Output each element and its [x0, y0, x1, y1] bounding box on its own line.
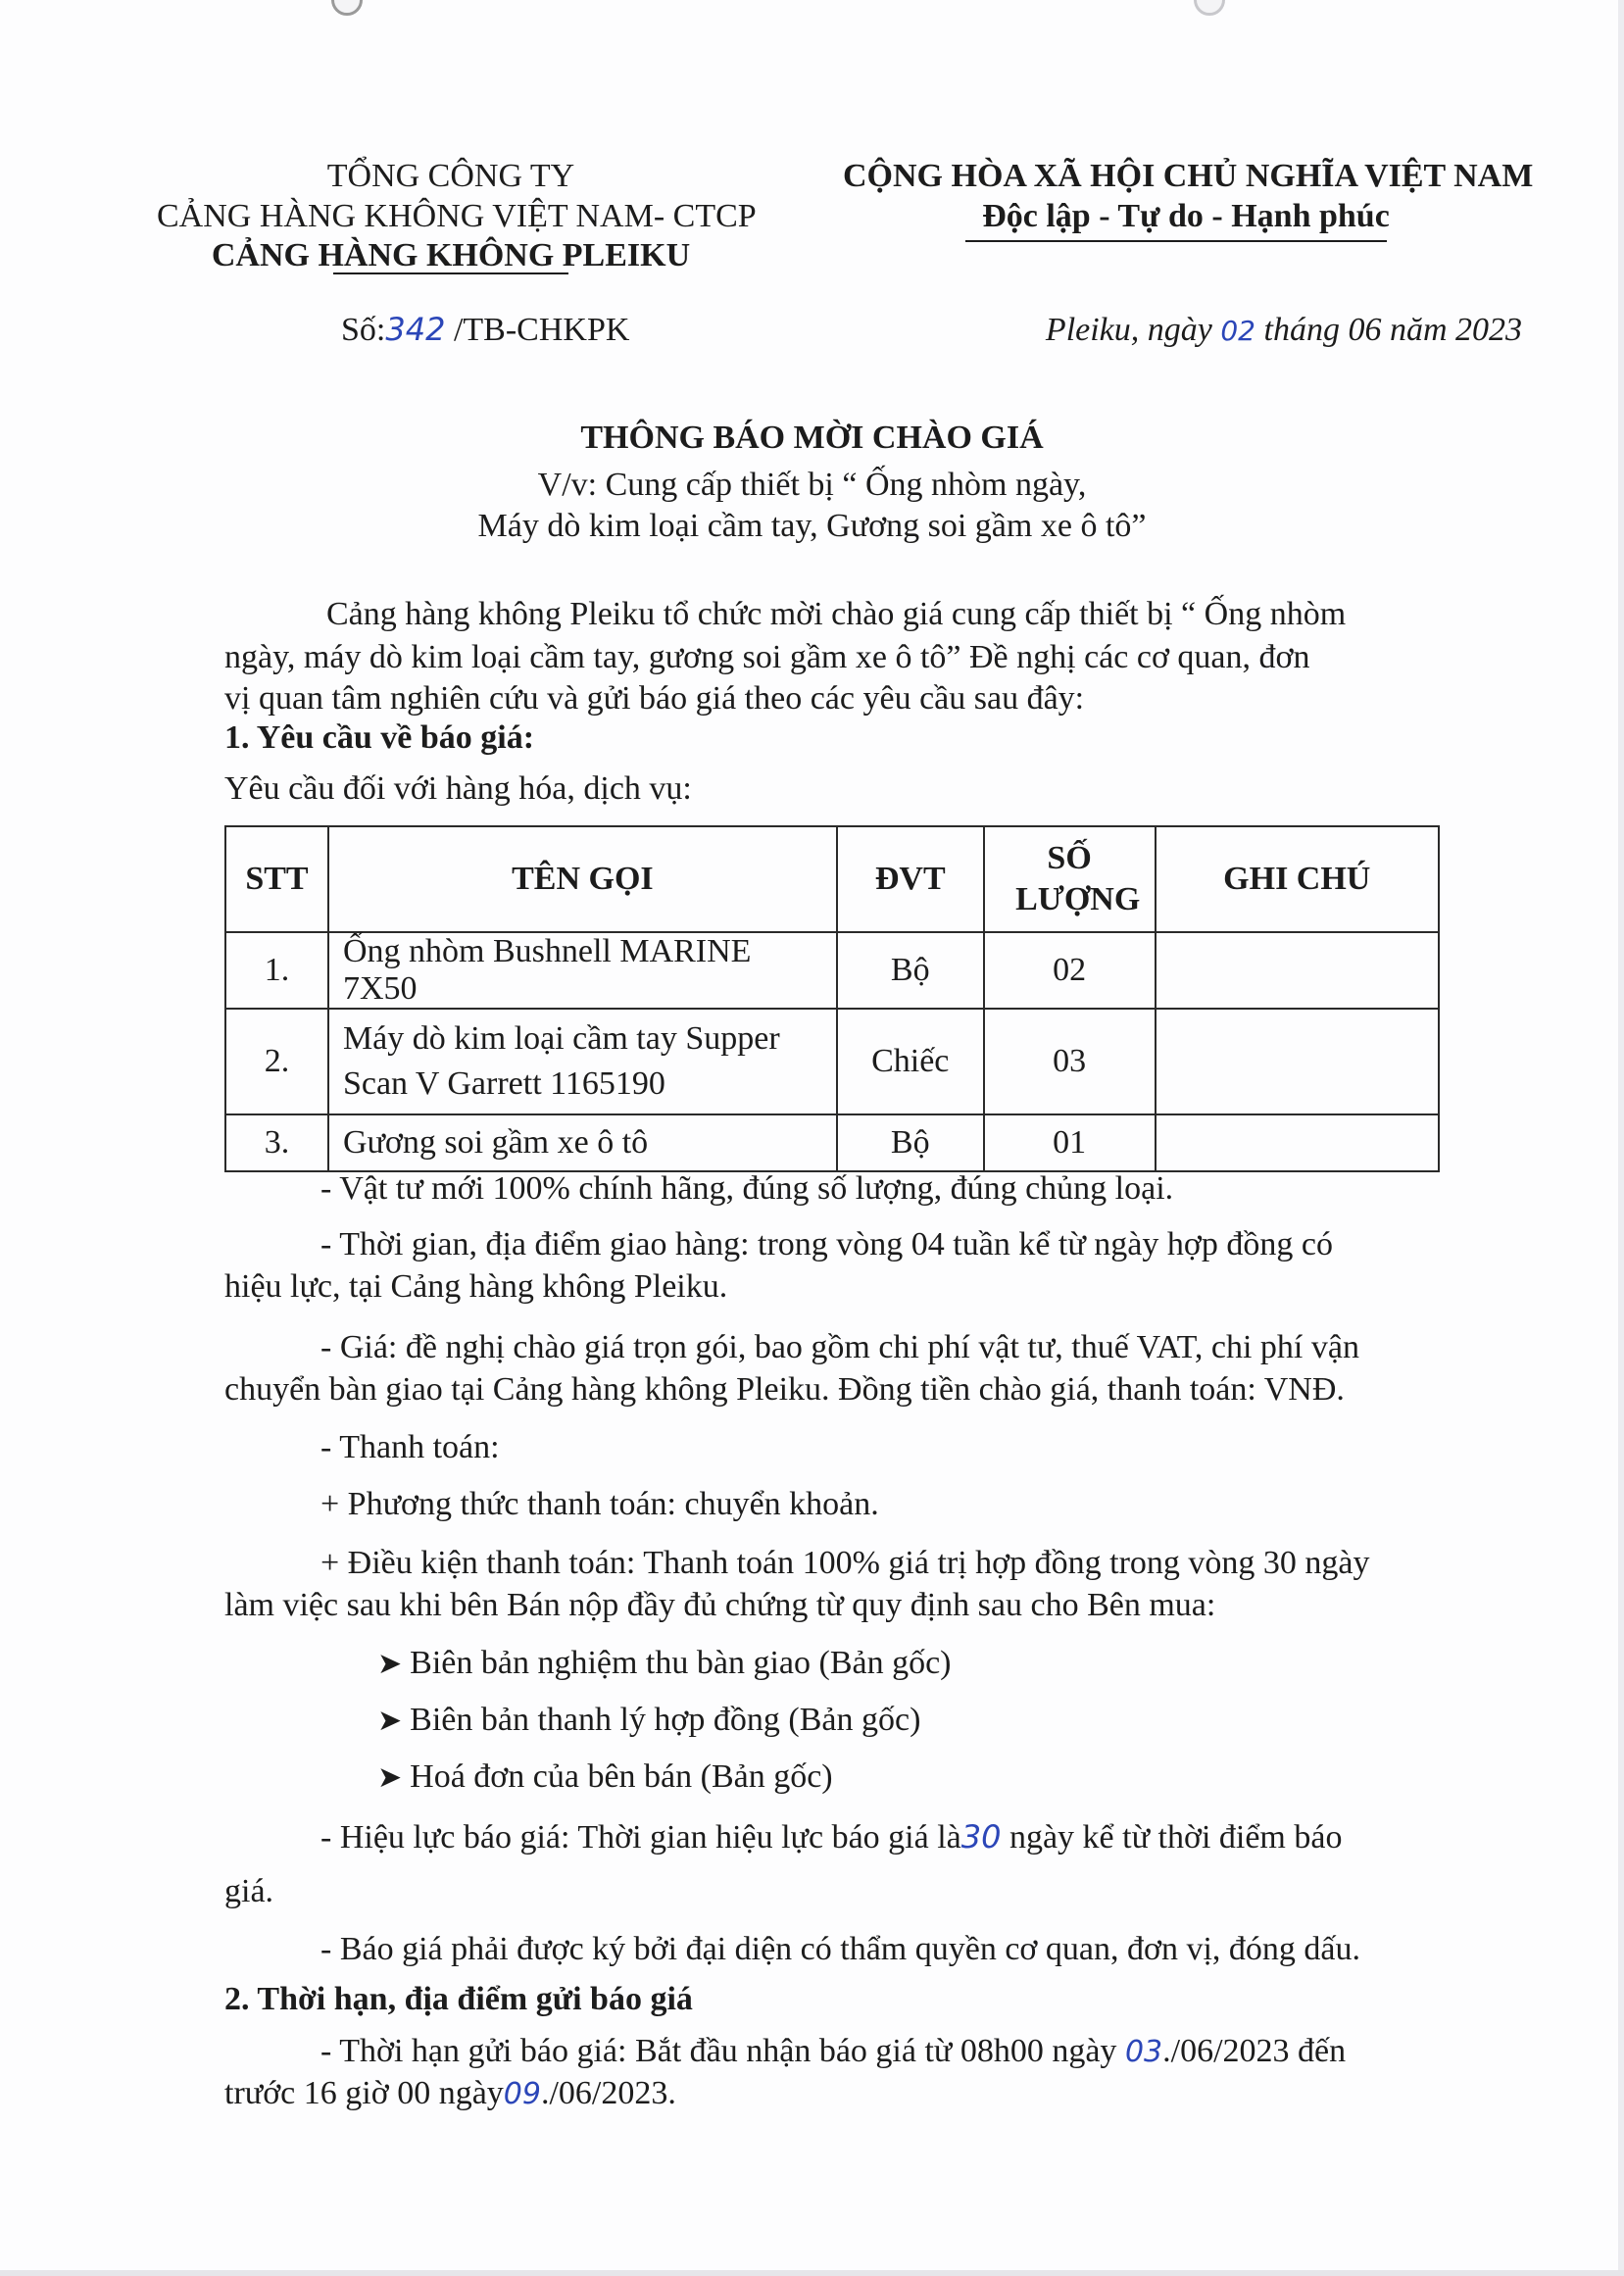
org-name: CẢNG HÀNG KHÔNG PLEIKU	[211, 237, 691, 273]
cell-unit: Bộ	[837, 932, 984, 1009]
arrow-bullet-icon: ➤	[377, 1705, 403, 1737]
deadline-line1	[320, 2035, 1346, 2068]
deadline-line2-prefix: trước 16 giờ 00 ngày	[224, 2075, 504, 2111]
table-caption: Yêu cầu đối với hàng hóa, dịch vụ:	[224, 770, 692, 807]
payment-method: + Phương thức thanh toán: chuyển khoản.	[320, 1486, 879, 1522]
end-day-handwritten: 09	[503, 2077, 541, 2111]
document-subject-line1: V/v: Cung cấp thiết bị “ Ống nhòm ngày,	[537, 467, 1087, 503]
validity-suffix: ngày kể từ thời điểm báo	[1001, 1819, 1343, 1855]
date-day-handwritten: 02	[1220, 315, 1255, 347]
document-item-label: Hoá đơn của bên bán (Bản gốc)	[410, 1758, 833, 1795]
header-qty	[984, 826, 1156, 932]
punch-hole-icon	[331, 0, 363, 16]
org-parent-line1: TỔNG CÔNG TY	[326, 158, 575, 194]
cell-name: Máy dò kim loại cầm tay Supper Scan V Garrett 1165190	[328, 1009, 837, 1114]
signature-requirement: - Báo giá phải được ký bởi đại diện có thẩm quyền cơ quan, đơn vị, đóng dấu.	[320, 1931, 1361, 1967]
deadline-mid: ./06/2023 đến	[1162, 2033, 1347, 2069]
arrow-bullet-icon: ➤	[377, 1648, 403, 1680]
date-suffix: tháng 06 năm 2023	[1255, 312, 1522, 348]
date-prefix: Pleiku, ngày	[1045, 312, 1221, 348]
cell-qty: 03	[984, 1009, 1156, 1114]
start-day-handwritten: 03	[1124, 2035, 1163, 2069]
table-row	[225, 1114, 1439, 1171]
document-item	[377, 1704, 920, 1737]
reference-number	[341, 311, 630, 348]
items-table	[224, 825, 1440, 1172]
section1-heading: 1. Yêu cầu về báo giá:	[224, 719, 535, 756]
req-delivery-line2: hiệu lực, tại Cảng hàng không Pleiku.	[224, 1268, 728, 1305]
req-delivery-line1: - Thời gian, địa điểm giao hàng: trong vòng 04 tuần kể từ ngày hợp đồng có	[320, 1226, 1333, 1262]
req-new-goods: - Vật tư mới 100% chính hãng, đúng số lượng, đúng chủng loại.	[320, 1170, 1174, 1207]
header-qty-label: SỐ LƯỢNG	[1015, 839, 1141, 917]
header-note: GHI CHÚ	[1156, 826, 1439, 932]
payment-condition-line2: làm việc sau khi bên Bán nộp đầy đủ chứng từ quy định sau cho Bên mua:	[224, 1587, 1216, 1623]
national-title: CỘNG HÒA XÃ HỘI CHỦ NGHĨA VIỆT NAM	[843, 158, 1534, 194]
cell-name: Gương soi gầm xe ô tô	[328, 1114, 837, 1171]
ref-number-handwritten: 342	[385, 311, 446, 348]
cell-qty: 01	[984, 1114, 1156, 1171]
cell-unit: Bộ	[837, 1114, 984, 1171]
cell-unit: Chiếc	[837, 1009, 984, 1114]
cell-name: Ống nhòm Bushnell MARINE 7X50	[328, 932, 837, 1009]
intro-line3: vị quan tâm nghiên cứu và gửi báo giá theo các yêu cầu sau đây:	[224, 680, 1085, 717]
document-title: THÔNG BÁO MỜI CHÀO GIÁ	[580, 420, 1044, 456]
cell-stt: 2.	[225, 1009, 328, 1114]
cell-note	[1156, 1009, 1439, 1114]
national-motto: Độc lập - Tự do - Hạnh phúc	[982, 198, 1390, 234]
cell-stt: 3.	[225, 1114, 328, 1171]
validity-line2: giá.	[224, 1873, 274, 1909]
cell-note	[1156, 932, 1439, 1009]
motto-underline	[965, 240, 1387, 242]
req-price-line2: chuyển bàn giao tại Cảng hàng không Pleiku. Đồng tiền chào giá, thanh toán: VNĐ.	[224, 1371, 1345, 1408]
document-subject-line2: Máy dò kim loại cầm tay, Gương soi gầm xe ô tô”	[477, 508, 1147, 544]
org-underline	[333, 272, 568, 274]
deadline-line2-suffix: ./06/2023.	[540, 2075, 676, 2111]
intro-line1: Cảng hàng không Pleiku tổ chức mời chào giá cung cấp thiết bị “ Ống nhòm	[326, 596, 1347, 632]
header-name: TÊN GỌI	[328, 826, 837, 932]
table-header-row	[225, 826, 1439, 932]
table-row	[225, 1009, 1439, 1114]
punch-hole-icon	[1194, 0, 1225, 16]
header-stt: STT	[225, 826, 328, 932]
cell-stt: 1.	[225, 932, 328, 1009]
req-price-line1: - Giá: đề nghị chào giá trọn gói, bao gồm chi phí vật tư, thuế VAT, chi phí vận	[320, 1329, 1359, 1365]
payment-label: - Thanh toán:	[320, 1429, 500, 1465]
cell-qty: 02	[984, 932, 1156, 1009]
deadline-prefix: - Thời hạn gửi báo giá: Bắt đầu nhận báo giá từ 08h00 ngày	[320, 2033, 1125, 2069]
document-item	[377, 1647, 952, 1680]
org-parent-line2: CẢNG HÀNG KHÔNG VIỆT NAM- CTCP	[157, 198, 757, 234]
document-item-label: Biên bản thanh lý hợp đồng (Bản gốc)	[410, 1702, 921, 1738]
validity-prefix: - Hiệu lực báo giá: Thời gian hiệu lực báo giá là	[320, 1819, 961, 1855]
intro-line2: ngày, máy dò kim loại cầm tay, gương soi gầm xe ô tô” Đề nghị các cơ quan, đơn	[224, 639, 1310, 675]
header-unit: ĐVT	[837, 826, 984, 932]
document-item-label: Biên bản nghiệm thu bàn giao (Bản gốc)	[410, 1645, 952, 1681]
document-item	[377, 1760, 833, 1794]
issue-date	[1046, 314, 1522, 347]
validity-line1	[320, 1818, 1343, 1855]
section2-heading: 2. Thời hạn, địa điểm gửi báo giá	[224, 1981, 693, 2017]
table-row	[225, 932, 1439, 1009]
scan-edge	[0, 2270, 1624, 2276]
scan-edge	[1618, 0, 1624, 2276]
payment-condition-line1: + Điều kiện thanh toán: Thanh toán 100% giá trị hợp đồng trong vòng 30 ngày	[320, 1545, 1370, 1581]
ref-prefix: Số:	[341, 312, 386, 348]
cell-note	[1156, 1114, 1439, 1171]
arrow-bullet-icon: ➤	[377, 1761, 403, 1794]
validity-days-handwritten: 30	[960, 1818, 1002, 1855]
ref-suffix: /TB-CHKPK	[445, 312, 630, 348]
deadline-line2	[224, 2077, 676, 2110]
